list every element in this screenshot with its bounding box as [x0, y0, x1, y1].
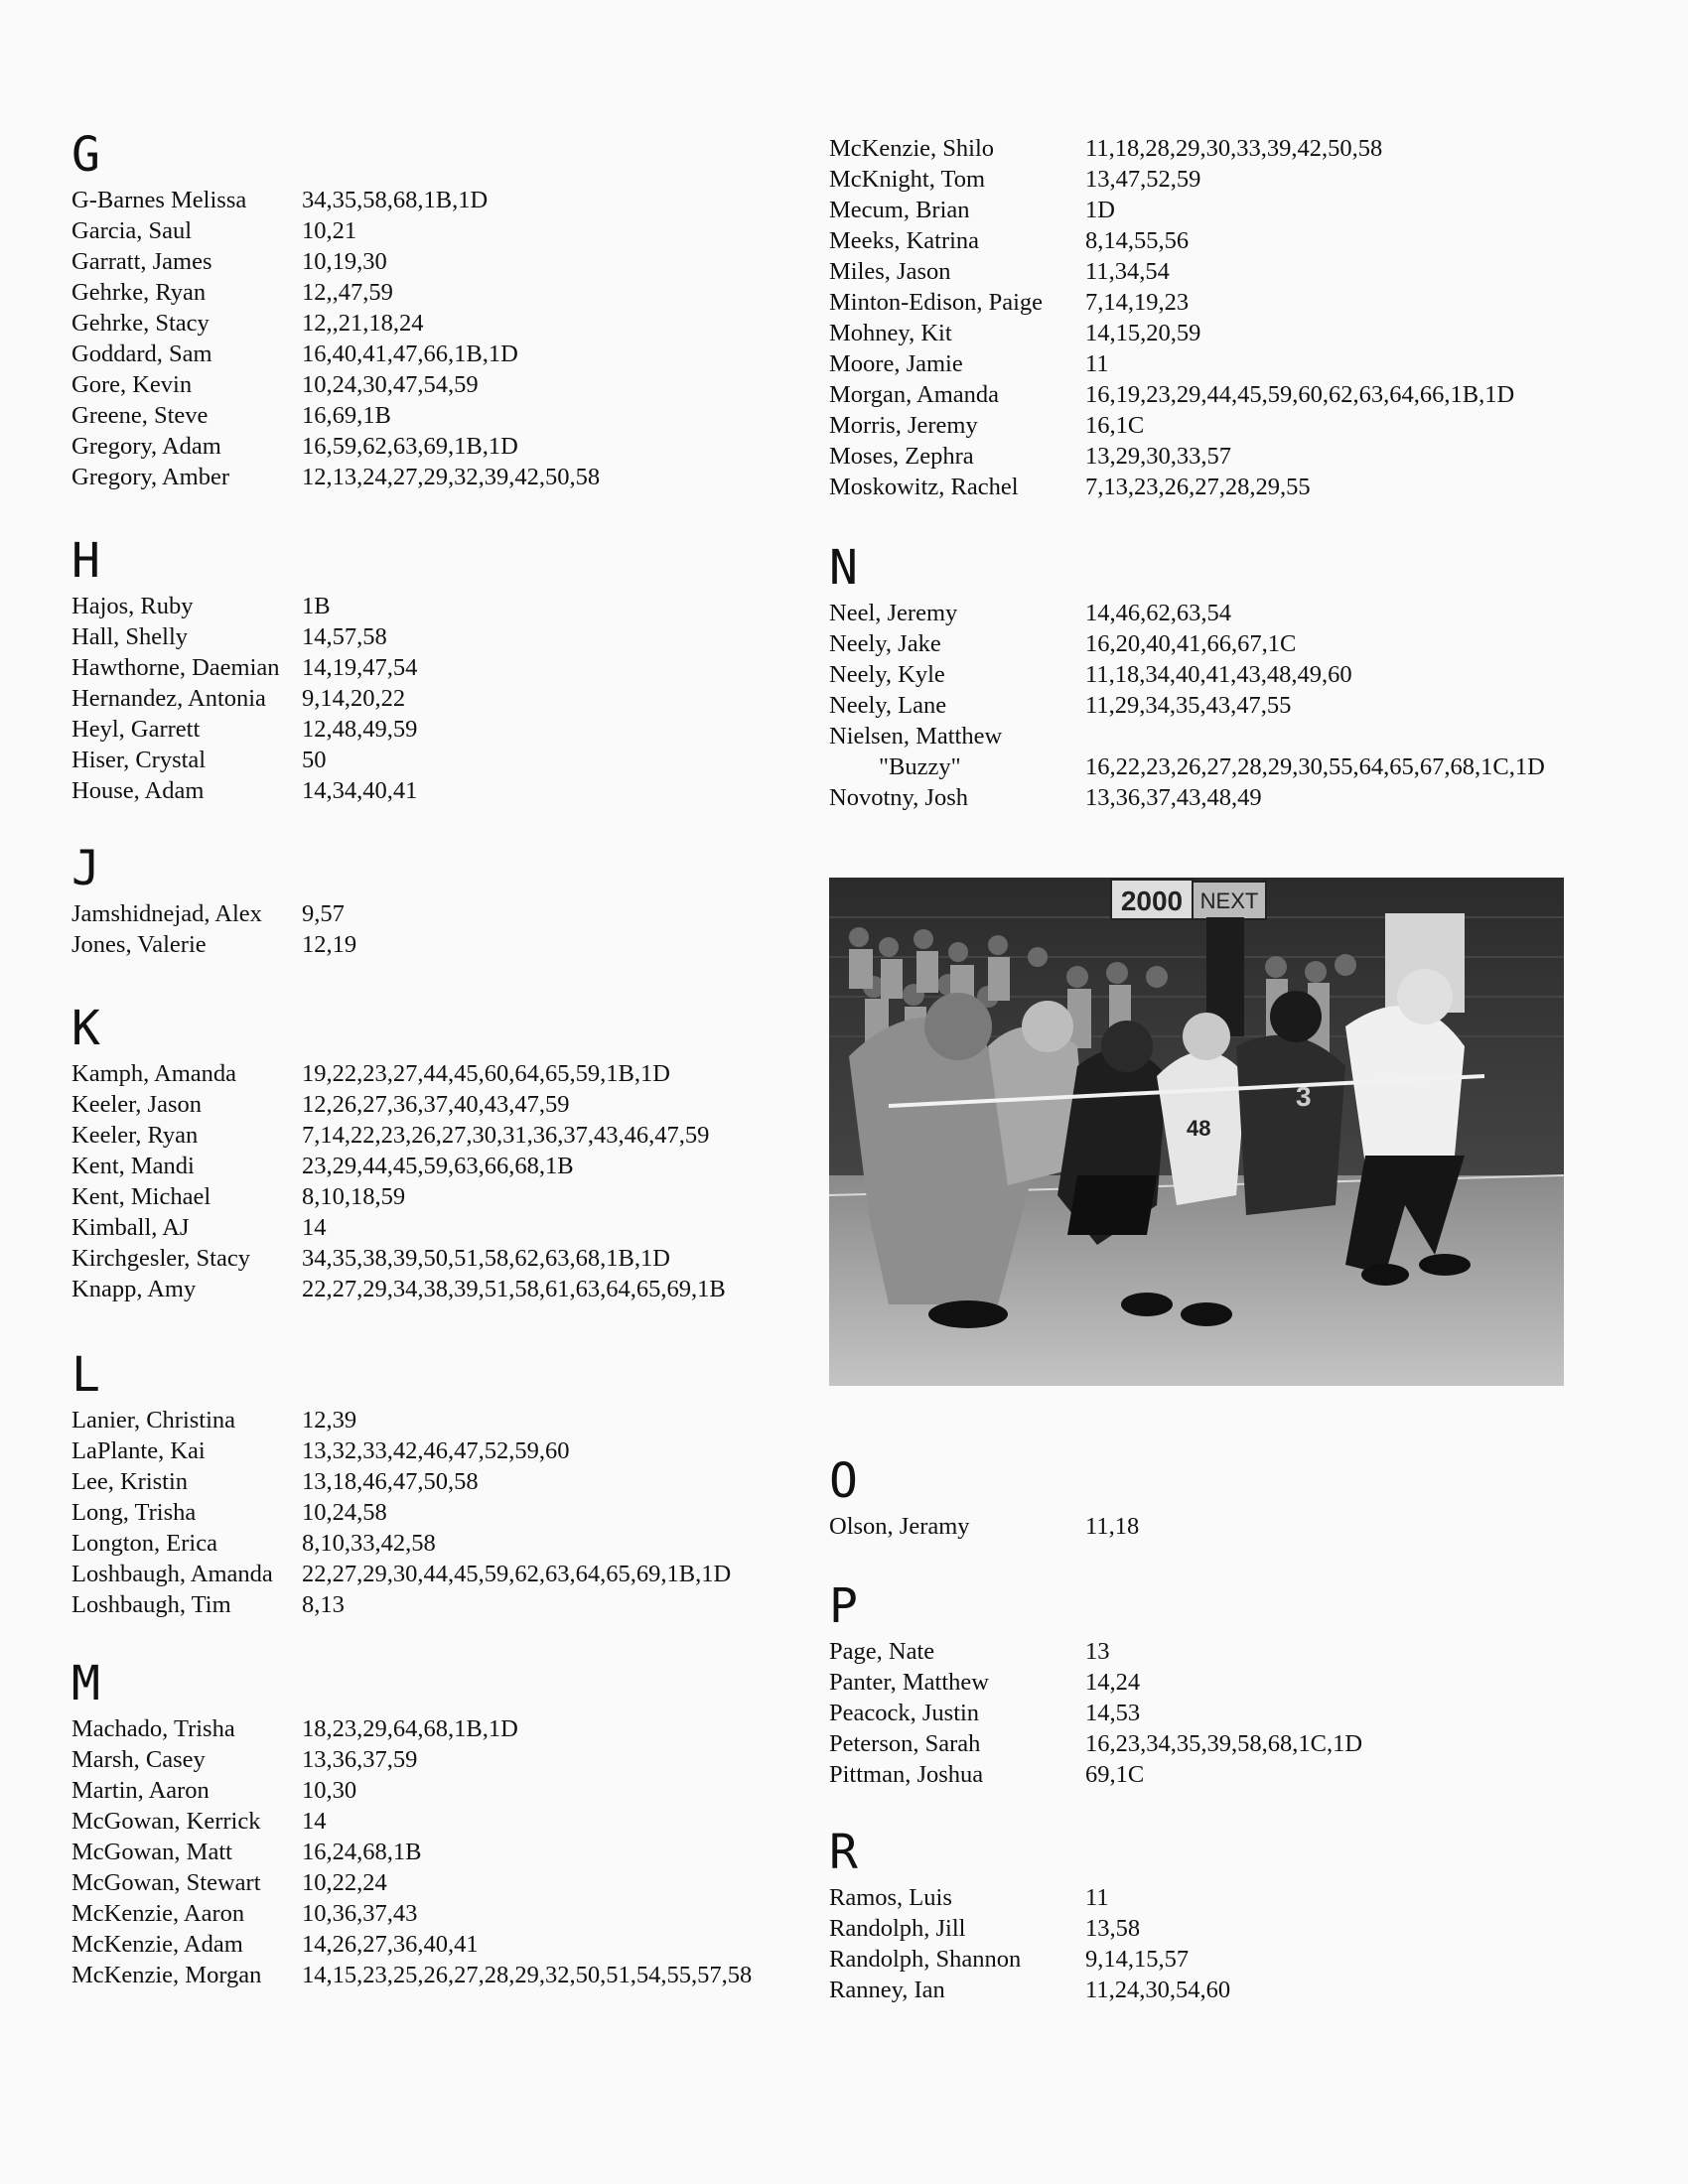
entry-name: Morris, Jeremy — [829, 412, 978, 439]
index-entry — [71, 1274, 806, 1304]
entry-name: Lee, Kristin — [71, 1468, 189, 1495]
index-entry — [829, 441, 1643, 472]
entry-pages: 19,22,23,27,44,45,60,64,65,59,1B,1D — [302, 1060, 670, 1087]
index-entry — [71, 277, 806, 308]
entry-name: Moses, Zephra — [829, 443, 974, 470]
entry-pages: 13,58 — [1085, 1915, 1141, 1942]
entry-name: "Buzzy" — [879, 753, 961, 780]
entry-pages: 14,26,27,36,40,41 — [302, 1931, 479, 1958]
index-section-r — [829, 1825, 1643, 2005]
entry-pages: 9,57 — [302, 900, 345, 927]
index-entry — [71, 683, 806, 714]
index-section-m-continued — [829, 133, 1643, 502]
index-entry — [71, 185, 806, 215]
index-entry — [71, 1929, 806, 1960]
entry-name: Knapp, Amy — [71, 1276, 197, 1302]
entry-pages: 8,14,55,56 — [1085, 227, 1190, 254]
index-entry — [71, 745, 806, 775]
index-entry — [71, 339, 806, 369]
entry-pages: 8,10,18,59 — [302, 1183, 406, 1210]
entry-pages: 16,24,68,1B — [302, 1839, 422, 1865]
index-entry — [829, 751, 1643, 782]
entry-pages: 12,,21,18,24 — [302, 310, 424, 337]
index-entry — [829, 195, 1643, 225]
index-entry — [829, 628, 1643, 659]
entry-pages: 13,18,46,47,50,58 — [302, 1468, 479, 1495]
entry-pages: 10,24,30,47,54,59 — [302, 371, 479, 398]
section-letter: K — [71, 1001, 100, 1056]
entry-name: Hall, Shelly — [71, 623, 189, 650]
index-section-h — [71, 533, 806, 806]
tug-of-war-photo — [829, 878, 1564, 1386]
index-entry — [71, 1466, 806, 1497]
entry-name: Jamshidnejad, Alex — [71, 900, 262, 927]
index-entry — [71, 1435, 806, 1466]
entry-pages: 14,24 — [1085, 1669, 1141, 1696]
entry-pages: 14,46,62,63,54 — [1085, 600, 1231, 626]
entry-name: Jones, Valerie — [71, 931, 207, 958]
index-entry — [829, 690, 1643, 721]
index-entry — [71, 1528, 806, 1559]
index-entry — [829, 472, 1643, 502]
section-letter: H — [71, 533, 100, 589]
entry-pages: 9,14,15,57 — [1085, 1946, 1190, 1973]
entry-pages: 12,26,27,36,37,40,43,47,59 — [302, 1091, 570, 1118]
entry-pages: 10,21 — [302, 217, 357, 244]
entry-pages: 8,13 — [302, 1591, 345, 1618]
entry-pages: 11,34,54 — [1085, 258, 1170, 285]
entry-pages: 7,14,22,23,26,27,30,31,36,37,43,46,47,59 — [302, 1122, 710, 1149]
entry-name: G-Barnes Melissa — [71, 187, 247, 213]
entry-pages: 10,22,24 — [302, 1869, 387, 1896]
index-entry — [71, 652, 806, 683]
entry-name: Kent, Mandi — [71, 1153, 195, 1179]
index-entry — [71, 1775, 806, 1806]
entry-pages: 18,23,29,64,68,1B,1D — [302, 1715, 518, 1742]
entry-pages: 14 — [302, 1214, 327, 1241]
entry-name: McKnight, Tom — [829, 166, 986, 193]
entry-name: Loshbaugh, Tim — [71, 1591, 231, 1618]
entry-name: Lanier, Christina — [71, 1407, 236, 1433]
entry-name: Page, Nate — [829, 1638, 935, 1665]
index-section-m — [71, 1656, 806, 1990]
entry-name: Randolph, Jill — [829, 1915, 966, 1942]
section-letter: P — [829, 1578, 858, 1634]
index-entry — [71, 1089, 806, 1120]
entry-pages: 14 — [302, 1808, 327, 1835]
entry-name: Mecum, Brian — [829, 197, 970, 223]
entry-name: Olson, Jeramy — [829, 1513, 970, 1540]
entry-pages: 12,13,24,27,29,32,39,42,50,58 — [302, 464, 601, 490]
entry-name: Moskowitz, Rachel — [829, 474, 1019, 500]
section-letter: R — [829, 1825, 858, 1880]
index-entry — [71, 1559, 806, 1589]
index-entry — [829, 256, 1643, 287]
entry-pages: 1D — [1085, 197, 1115, 223]
entry-name: Garratt, James — [71, 248, 212, 275]
entry-name: Heyl, Garrett — [71, 716, 201, 743]
index-entry — [829, 1728, 1643, 1759]
banner-text-2: NEXT — [1199, 888, 1259, 913]
entry-pages: 13,47,52,59 — [1085, 166, 1201, 193]
entry-name: Garcia, Saul — [71, 217, 193, 244]
entry-pages: 16,19,23,29,44,45,59,60,62,63,64,66,1B,1D — [1085, 381, 1515, 408]
section-letter: G — [71, 127, 100, 183]
index-entry — [71, 1212, 806, 1243]
entry-name: Panter, Matthew — [829, 1669, 989, 1696]
entry-name: McGowan, Kerrick — [71, 1808, 261, 1835]
index-entry — [829, 1759, 1643, 1790]
entry-pages: 13,32,33,42,46,47,52,59,60 — [302, 1437, 570, 1464]
photo-illustration — [829, 878, 1564, 1386]
index-entry — [71, 1837, 806, 1867]
entry-pages: 13 — [1085, 1638, 1110, 1665]
entry-name: Kamph, Amanda — [71, 1060, 237, 1087]
entry-name: Miles, Jason — [829, 258, 951, 285]
entry-name: House, Adam — [71, 777, 205, 804]
index-section-g — [71, 127, 806, 492]
index-entry — [829, 225, 1643, 256]
index-entry — [71, 308, 806, 339]
entry-pages: 8,10,33,42,58 — [302, 1530, 436, 1557]
index-entry — [71, 1806, 806, 1837]
entry-pages: 11,18,34,40,41,43,48,49,60 — [1085, 661, 1352, 688]
entry-pages: 23,29,44,45,59,63,66,68,1B — [302, 1153, 574, 1179]
entry-pages: 10,36,37,43 — [302, 1900, 418, 1927]
index-entry — [71, 369, 806, 400]
entry-pages: 16,22,23,26,27,28,29,30,55,64,65,67,68,1C,1D — [1085, 753, 1545, 780]
entry-name: Gregory, Amber — [71, 464, 229, 490]
index-entry — [829, 1667, 1643, 1698]
entry-pages: 13,36,37,43,48,49 — [1085, 784, 1262, 811]
entry-name: Nielsen, Matthew — [829, 723, 1003, 750]
entry-name: McKenzie, Shilo — [829, 135, 995, 162]
entry-name: Novotny, Josh — [829, 784, 968, 811]
index-entry — [71, 1120, 806, 1151]
entry-name: Ranney, Ian — [829, 1977, 945, 2003]
index-entry — [71, 215, 806, 246]
section-letter: J — [71, 841, 100, 896]
entry-name: Greene, Steve — [71, 402, 209, 429]
entry-name: McKenzie, Morgan — [71, 1962, 262, 1988]
section-letter: M — [71, 1656, 100, 1711]
entry-pages: 11,24,30,54,60 — [1085, 1977, 1231, 2003]
index-entry — [829, 164, 1643, 195]
index-entry — [829, 410, 1643, 441]
index-entry — [71, 1497, 806, 1528]
index-entry — [829, 1882, 1643, 1913]
entry-name: Marsh, Casey — [71, 1746, 206, 1773]
entry-name: Kirchgesler, Stacy — [71, 1245, 250, 1272]
index-entry — [829, 1913, 1643, 1944]
index-entry — [829, 782, 1643, 813]
index-entry — [71, 400, 806, 431]
entry-pages: 9,14,20,22 — [302, 685, 406, 712]
index-entry — [829, 1511, 1643, 1542]
entry-pages: 14,34,40,41 — [302, 777, 418, 804]
entry-name: Longton, Erica — [71, 1530, 217, 1557]
entry-pages: 69,1C — [1085, 1761, 1145, 1788]
index-entry — [71, 1713, 806, 1744]
index-entry — [71, 246, 806, 277]
entry-pages: 11 — [1085, 1884, 1109, 1911]
entry-pages: 16,40,41,47,66,1B,1D — [302, 341, 518, 367]
entry-name: Meeks, Katrina — [829, 227, 980, 254]
entry-pages: 14,57,58 — [302, 623, 387, 650]
section-letter: N — [829, 540, 858, 596]
entry-name: Keeler, Jason — [71, 1091, 202, 1118]
entry-name: McGowan, Matt — [71, 1839, 232, 1865]
index-entry — [71, 1744, 806, 1775]
index-entry — [829, 1698, 1643, 1728]
entry-pages: 34,35,38,39,50,51,58,62,63,68,1B,1D — [302, 1245, 670, 1272]
entry-name: LaPlante, Kai — [71, 1437, 206, 1464]
entry-name: McKenzie, Aaron — [71, 1900, 245, 1927]
entry-name: Keeler, Ryan — [71, 1122, 199, 1149]
index-entry — [71, 462, 806, 492]
entry-pages: 11 — [1085, 350, 1109, 377]
entry-name: Pittman, Joshua — [829, 1761, 984, 1788]
entry-name: Mohney, Kit — [829, 320, 952, 346]
entry-pages: 13,29,30,33,57 — [1085, 443, 1231, 470]
entry-name: Hernandez, Antonia — [71, 685, 266, 712]
entry-name: Gregory, Adam — [71, 433, 221, 460]
index-entry — [71, 714, 806, 745]
index-entry — [829, 1975, 1643, 2005]
index-entry — [829, 598, 1643, 628]
section-letter: O — [829, 1453, 858, 1509]
index-section-k — [71, 1001, 806, 1304]
index-section-p — [829, 1578, 1643, 1790]
index-entry — [829, 133, 1643, 164]
entry-name: Neely, Jake — [829, 630, 941, 657]
index-entry — [829, 348, 1643, 379]
entry-pages: 12,,47,59 — [302, 279, 393, 306]
index-entry — [829, 659, 1643, 690]
jersey-number: 48 — [1187, 1116, 1211, 1141]
entry-pages: 14,15,23,25,26,27,28,29,32,50,51,54,55,57,58 — [302, 1962, 753, 1988]
index-entry — [829, 287, 1643, 318]
entry-pages: 11,18 — [1085, 1513, 1140, 1540]
entry-name: Minton-Edison, Paige — [829, 289, 1044, 316]
entry-name: Moore, Jamie — [829, 350, 963, 377]
entry-name: Goddard, Sam — [71, 341, 212, 367]
index-entry — [71, 1058, 806, 1089]
entry-name: Morgan, Amanda — [829, 381, 1000, 408]
entry-name: Gore, Kevin — [71, 371, 193, 398]
entry-pages: 13,36,37,59 — [302, 1746, 418, 1773]
entry-pages: 10,30 — [302, 1777, 357, 1804]
index-entry — [71, 621, 806, 652]
entry-name: Martin, Aaron — [71, 1777, 210, 1804]
index-entry — [829, 1944, 1643, 1975]
entry-name: Kent, Michael — [71, 1183, 211, 1210]
entry-pages: 14,15,20,59 — [1085, 320, 1201, 346]
index-entry — [71, 775, 806, 806]
entry-name: Neely, Lane — [829, 692, 947, 719]
entry-pages: 7,14,19,23 — [1085, 289, 1190, 316]
entry-pages: 50 — [302, 747, 327, 773]
entry-name: Hiser, Crystal — [71, 747, 207, 773]
entry-pages: 14,19,47,54 — [302, 654, 418, 681]
entry-pages: 12,19 — [302, 931, 357, 958]
index-section-l — [71, 1347, 806, 1620]
index-entry — [71, 1589, 806, 1620]
banner-text: 2000 — [1120, 886, 1184, 916]
entry-pages: 14,53 — [1085, 1700, 1141, 1726]
entry-name: Hajos, Ruby — [71, 593, 194, 619]
entry-pages: 12,39 — [302, 1407, 357, 1433]
entry-name: Peterson, Sarah — [829, 1730, 981, 1757]
jersey-number-2: 3 — [1296, 1081, 1312, 1112]
entry-name: Gehrke, Stacy — [71, 310, 210, 337]
entry-name: Peacock, Justin — [829, 1700, 980, 1726]
entry-name: Kimball, AJ — [71, 1214, 190, 1241]
index-entry — [71, 898, 806, 929]
entry-pages: 11,18,28,29,30,33,39,42,50,58 — [1085, 135, 1383, 162]
entry-pages: 16,59,62,63,69,1B,1D — [302, 433, 518, 460]
index-entry — [71, 1405, 806, 1435]
index-section-o — [829, 1453, 1643, 1542]
entry-pages: 16,69,1B — [302, 402, 391, 429]
entry-name: Neel, Jeremy — [829, 600, 958, 626]
entry-pages: 12,48,49,59 — [302, 716, 418, 743]
index-section-n — [829, 540, 1643, 813]
entry-pages: 1B — [302, 593, 331, 619]
entry-pages: 16,1C — [1085, 412, 1145, 439]
index-entry — [71, 1867, 806, 1898]
entry-name: Gehrke, Ryan — [71, 279, 207, 306]
section-letter: L — [71, 1347, 100, 1403]
index-entry — [829, 318, 1643, 348]
index-entry — [829, 721, 1643, 751]
index-entry — [71, 1898, 806, 1929]
index-entry — [829, 1636, 1643, 1667]
entry-pages: 22,27,29,30,44,45,59,62,63,64,65,69,1B,1D — [302, 1561, 732, 1587]
entry-name: Machado, Trisha — [71, 1715, 235, 1742]
entry-name: Long, Trisha — [71, 1499, 197, 1526]
entry-name: Neely, Kyle — [829, 661, 945, 688]
entry-name: McGowan, Stewart — [71, 1869, 261, 1896]
index-entry — [71, 1960, 806, 1990]
index-entry — [71, 591, 806, 621]
index-entry — [71, 431, 806, 462]
entry-name: Ramos, Luis — [829, 1884, 952, 1911]
entry-pages: 10,19,30 — [302, 248, 387, 275]
entry-name: Loshbaugh, Amanda — [71, 1561, 273, 1587]
index-entry — [71, 1243, 806, 1274]
entry-name: Randolph, Shannon — [829, 1946, 1022, 1973]
index-entry — [71, 929, 806, 960]
entry-pages: 16,20,40,41,66,67,1C — [1085, 630, 1297, 657]
entry-name: Hawthorne, Daemian — [71, 654, 280, 681]
index-entry — [829, 379, 1643, 410]
entry-name: McKenzie, Adam — [71, 1931, 243, 1958]
entry-pages: 11,29,34,35,43,47,55 — [1085, 692, 1292, 719]
entry-pages: 34,35,58,68,1B,1D — [302, 187, 489, 213]
index-entry — [71, 1151, 806, 1181]
index-entry — [71, 1181, 806, 1212]
entry-pages: 10,24,58 — [302, 1499, 387, 1526]
entry-pages: 22,27,29,34,38,39,51,58,61,63,64,65,69,1B — [302, 1276, 726, 1302]
index-section-j — [71, 841, 806, 960]
entry-pages: 16,23,34,35,39,58,68,1C,1D — [1085, 1730, 1363, 1757]
entry-pages: 7,13,23,26,27,28,29,55 — [1085, 474, 1311, 500]
